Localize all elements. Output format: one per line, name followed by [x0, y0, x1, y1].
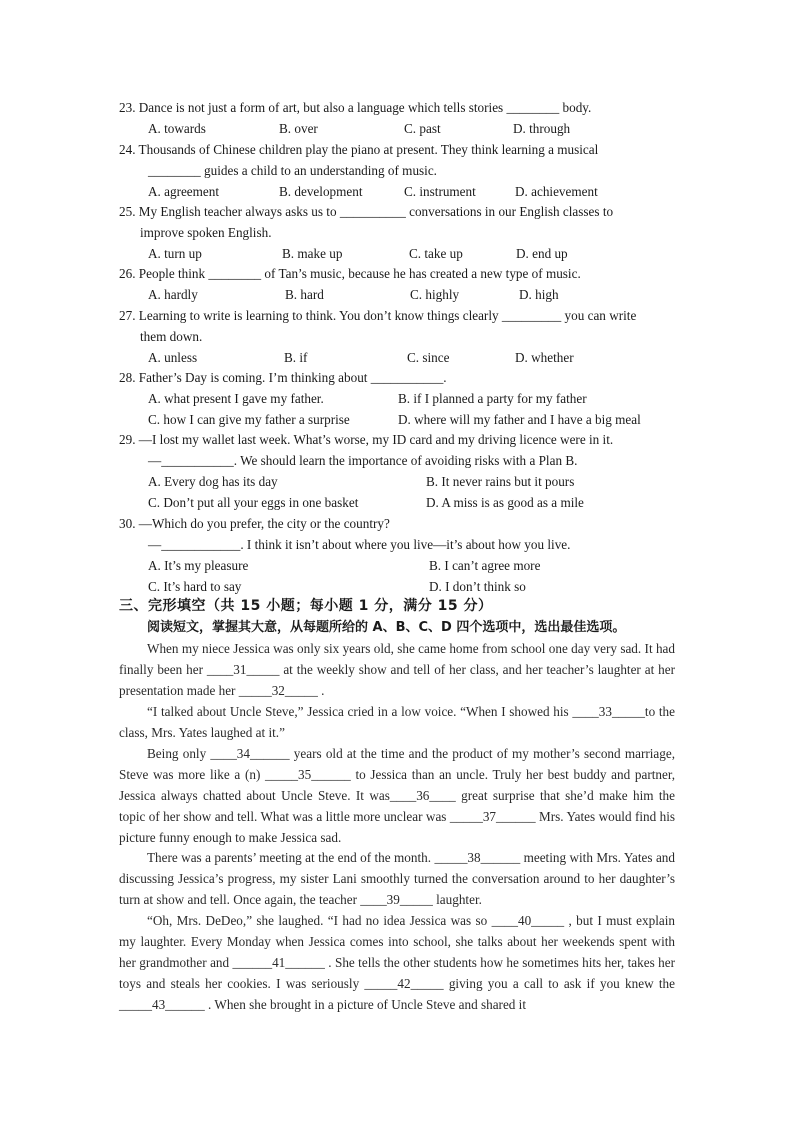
option-c[interactable]: C. take up — [409, 246, 463, 261]
option-b[interactable]: B. if — [284, 350, 308, 365]
option-a[interactable]: A. what present I gave my father. — [148, 391, 324, 406]
passage-paragraph-3: Being only ____34______ years old at the time and the product of my mother’s second marriage, Steve was more like a (n) _____35______ to Jessica than an uncle. Truly her best buddy and partner, Jessica always chatted about Uncle Steve. It was____36____ great surprise that she’d make him the topic of her show and tell. What was a little more unclear was _____37______ Mrs. Yates would find his picture funny enough to make Jessica sad. — [119, 746, 675, 845]
question-stem: 28. Father’s Day is coming. I’m thinking about ___________. — [119, 370, 447, 385]
question-stem: 27. Learning to write is learning to think. You don’t know things clearly _________ you can write — [119, 308, 637, 323]
option-c[interactable]: C. instrument — [404, 184, 476, 199]
option-b[interactable]: B. It never rains but it pours — [426, 474, 575, 489]
question-28 — [119, 367, 675, 430]
option-d[interactable]: D. through — [513, 121, 571, 136]
question-stem: 25. My English teacher always asks us to __________ conversations in our English classes to — [119, 204, 614, 219]
options-row — [119, 576, 675, 597]
options-row — [119, 118, 675, 139]
option-a[interactable]: A. turn up — [148, 246, 202, 261]
option-b[interactable]: B. hard — [285, 287, 324, 302]
option-a[interactable]: A. agreement — [148, 184, 220, 199]
options-row — [119, 492, 675, 513]
question-26 — [119, 263, 675, 305]
option-a[interactable]: A. It’s my pleasure — [148, 558, 249, 573]
question-25 — [119, 201, 675, 264]
options-row — [119, 347, 675, 368]
question-reply: —___________. We should learn the importance of avoiding risks with a Plan B. — [148, 453, 578, 468]
question-30 — [119, 513, 675, 597]
options-row — [119, 388, 675, 409]
section-instruction: 阅读短文，掌握其大意，从每题所给的 A、B、C、D 四个选项中，选出最佳选项。 — [147, 620, 626, 635]
option-d[interactable]: D. end up — [516, 246, 568, 261]
option-b[interactable]: B. development — [279, 184, 363, 199]
option-b[interactable]: B. over — [279, 121, 318, 136]
section-title: 三、完形填空（共 15 小题；每小题 1 分，满分 15 分） — [119, 598, 493, 614]
question-stem: 23. Dance is not just a form of art, but also a language which tells stories ________ body. — [119, 100, 592, 115]
question-stem: 26. People think ________ of Tan’s music, because he has created a new type of music. — [119, 266, 581, 281]
option-b[interactable]: B. I can’t agree more — [429, 558, 541, 573]
option-c[interactable]: C. Don’t put all your eggs in one basket — [148, 495, 359, 510]
options-row — [119, 181, 675, 202]
question-23 — [119, 97, 675, 139]
question-24 — [119, 139, 675, 202]
option-d[interactable]: D. A miss is as good as a mile — [426, 495, 584, 510]
question-stem: 29. —I lost my wallet last week. What’s worse, my ID card and my driving licence were in it. — [119, 432, 614, 447]
option-b[interactable]: B. make up — [282, 246, 343, 261]
question-stem-continued: improve spoken English. — [140, 225, 272, 240]
option-c[interactable]: C. highly — [410, 287, 460, 302]
options-row — [119, 555, 675, 576]
option-d[interactable]: D. achievement — [515, 184, 598, 199]
option-c[interactable]: C. past — [404, 121, 441, 136]
option-b[interactable]: B. if I planned a party for my father — [398, 391, 587, 406]
passage-paragraph-2: “I talked about Uncle Steve,” Jessica cried in a low voice. “When I showed his ____33_____to the class, Mrs. Yates laughed at it.” — [119, 704, 675, 740]
option-c[interactable]: C. It’s hard to say — [148, 579, 242, 594]
question-stem-continued: them down. — [140, 329, 203, 344]
options-row — [119, 409, 675, 430]
options-row — [119, 243, 675, 264]
option-a[interactable]: A. Every dog has its day — [148, 474, 278, 489]
question-stem: 24. Thousands of Chinese children play the piano at present. They think learning a musical — [119, 142, 599, 157]
option-c[interactable]: C. how I can give my father a surprise — [148, 412, 350, 427]
option-d[interactable]: D. high — [519, 287, 559, 302]
passage-paragraph-5: “Oh, Mrs. DeDeo,” she laughed. “I had no idea Jessica was so ____40_____ , but I must explain my laughter. Every Monday when Jessica comes into school, she talks about her weekends spent with her grandmother and ______41______ . She tells the other students how he sometimes hits her, takes her toys and steals her cookies. I was seriously _____42_____ giving you a call to ask if you knew the _____43______ . When she brought in a picture of Uncle Steve and shared it — [119, 913, 675, 1012]
options-row — [119, 284, 675, 305]
option-c[interactable]: C. since — [407, 350, 450, 365]
passage-paragraph-1: When my niece Jessica was only six years old, she came home from school one day very sad. It had finally been her ____31_____ at the weekly show and tell of her class, and her teacher’s laughter at her presentation made her _____32_____ . — [119, 641, 675, 698]
options-row — [119, 471, 675, 492]
question-29 — [119, 429, 675, 513]
question-stem-continued: ________ guides a child to an understanding of music. — [148, 163, 437, 178]
passage-paragraph-4: There was a parents’ meeting at the end of the month. _____38______ meeting with Mrs. Yates and discussing Jessica’s progress, my sister Lani smoothly turned the conversation around to her daughter’s turn at show and tell. Once again, the teacher ____39_____ laughter. — [119, 850, 675, 907]
question-stem: 30. —Which do you prefer, the city or the country? — [119, 516, 390, 531]
option-a[interactable]: A. towards — [148, 121, 206, 136]
option-d[interactable]: D. I don’t think so — [429, 579, 526, 594]
option-a[interactable]: A. hardly — [148, 287, 198, 302]
question-27 — [119, 305, 675, 368]
question-reply: —____________. I think it isn’t about where you live—it’s about how you live. — [148, 537, 571, 552]
option-d[interactable]: D. where will my father and I have a big meal — [398, 412, 641, 427]
option-d[interactable]: D. whether — [515, 350, 574, 365]
option-a[interactable]: A. unless — [148, 350, 198, 365]
